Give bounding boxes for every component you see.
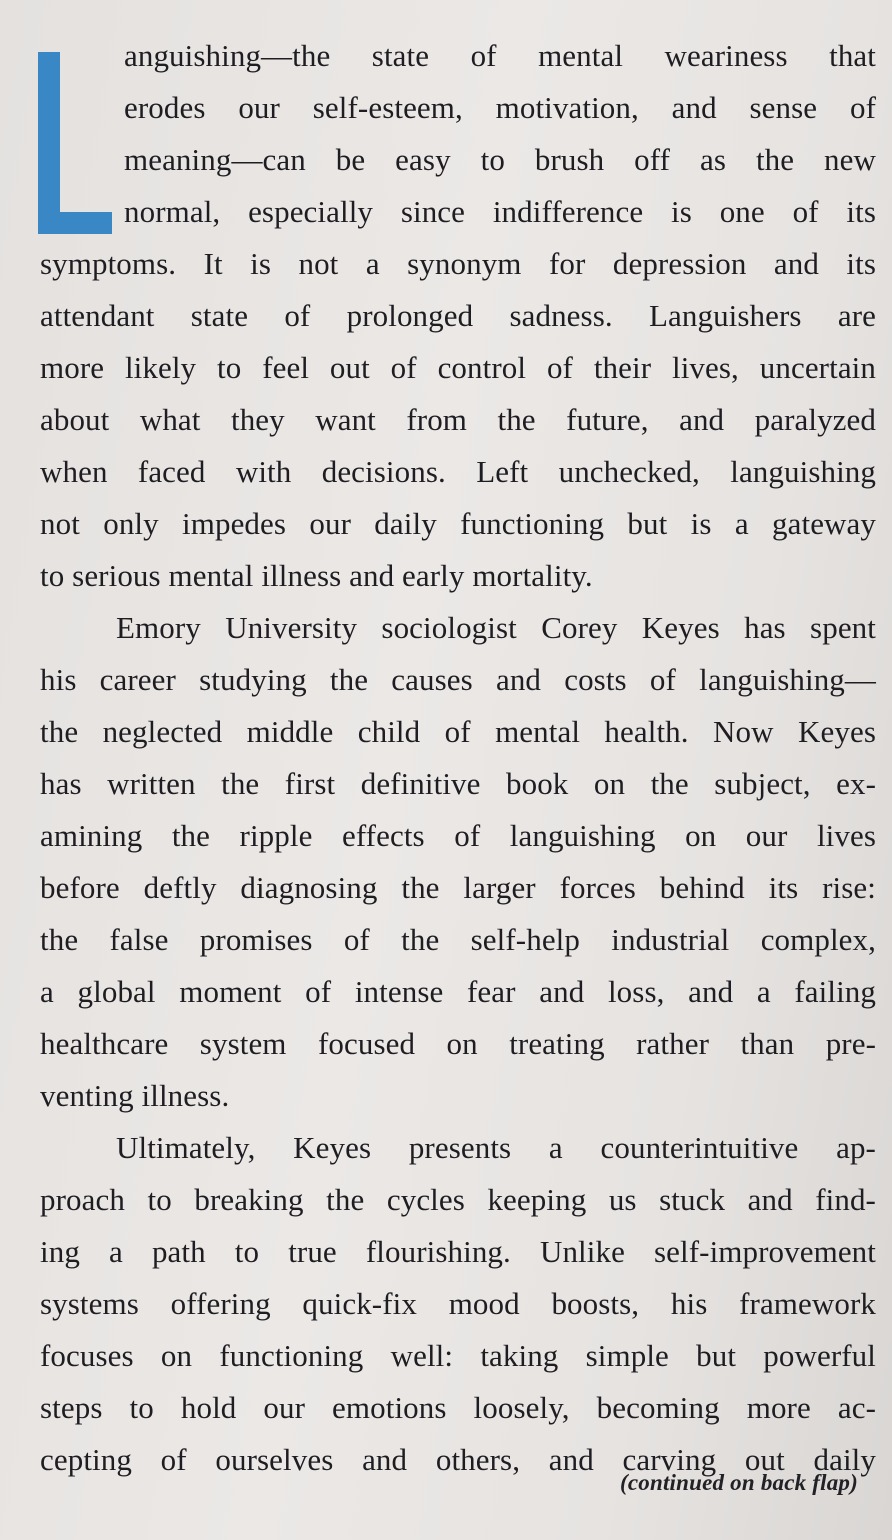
text-line: amining the ripple effects of languishing on our lives — [40, 818, 876, 853]
text-line: has written the first definitive book on the subject, ex- — [40, 766, 876, 801]
text-line: erodes our self-esteem, motivation, and sense of — [124, 90, 876, 125]
text-line: a global moment of intense fear and loss, and a failing — [40, 974, 876, 1009]
text-line: venting illness. — [40, 1078, 230, 1113]
text-line: steps to hold our emotions loosely, becoming more ac- — [40, 1390, 876, 1425]
text-line: not only impedes our daily functioning but is a gateway — [40, 506, 876, 541]
flap-body-text — [40, 30, 876, 1486]
text-line: Emory University sociologist Corey Keyes has spent — [116, 610, 876, 645]
text-line: normal, especially since indifference is one of its — [124, 194, 876, 229]
text-line: healthcare system focused on treating rather than pre- — [40, 1026, 876, 1061]
text-line: the neglected middle child of mental health. Now Keyes — [40, 714, 876, 749]
text-line: more likely to feel out of control of their lives, uncertain — [40, 350, 876, 385]
text-line: when faced with decisions. Left unchecked, languishing — [40, 454, 876, 489]
text-line: to serious mental illness and early mortality. — [40, 558, 593, 593]
text-line: about what they want from the future, and paralyzed — [40, 402, 876, 437]
text-line: Ultimately, Keyes presents a counterintuitive ap- — [116, 1130, 876, 1165]
text-line: ing a path to true flourishing. Unlike self-improvement — [40, 1234, 876, 1269]
text-line: symptoms. It is not a synonym for depression and its — [40, 246, 876, 281]
text-line: focuses on functioning well: taking simple but powerful — [40, 1338, 876, 1373]
text-line: attendant state of prolonged sadness. Languishers are — [40, 298, 876, 333]
text-line: meaning—can be easy to brush off as the new — [124, 142, 876, 177]
continued-note: (continued on back flap) — [620, 1470, 858, 1495]
text-line: cepting of ourselves and others, and carving out daily — [40, 1442, 876, 1477]
text-line: the false promises of the self-help industrial complex, — [40, 922, 876, 957]
text-line: his career studying the causes and costs of languishing— — [40, 662, 876, 697]
text-line: before deftly diagnosing the larger forces behind its rise: — [40, 870, 876, 905]
text-line: anguishing—the state of mental weariness that — [124, 38, 876, 73]
text-line: systems offering quick-fix mood boosts, his framework — [40, 1286, 876, 1321]
text-line: proach to breaking the cycles keeping us stuck and find- — [40, 1182, 876, 1217]
